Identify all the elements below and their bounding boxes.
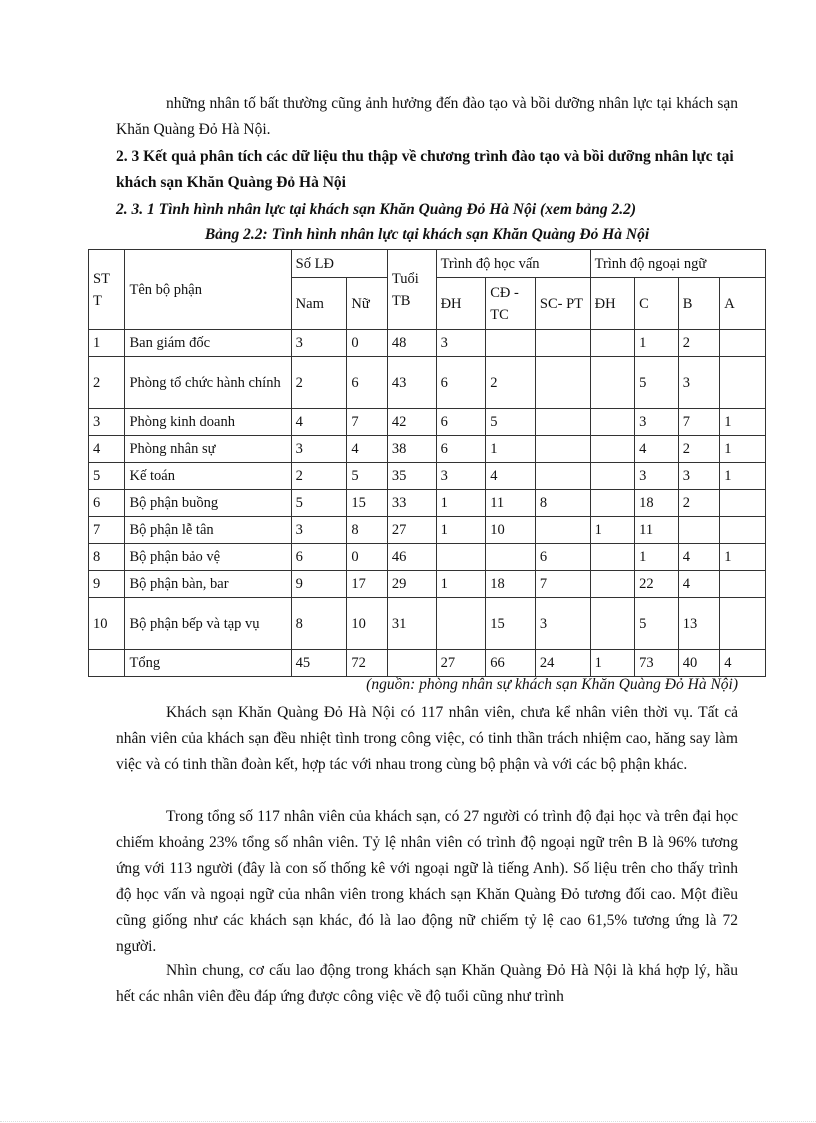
table-cell: 9 <box>89 571 125 598</box>
header-lang-c: C <box>635 278 679 330</box>
table-row <box>89 544 766 571</box>
table-cell: 73 <box>635 650 679 677</box>
table-row <box>89 490 766 517</box>
table-cell: 1 <box>89 330 125 357</box>
table-cell: Ban giám đốc <box>125 330 291 357</box>
table-cell: Bộ phận bảo vệ <box>125 544 291 571</box>
table-cell: 48 <box>387 330 436 357</box>
header-language: Trình độ ngoại ngữ <box>590 250 765 278</box>
table-cell: 8 <box>89 544 125 571</box>
table-cell: 1 <box>720 544 766 571</box>
table-cell: 27 <box>387 517 436 544</box>
table-cell: 1 <box>720 409 766 436</box>
table-cell <box>436 598 486 650</box>
table-cell: 15 <box>347 490 388 517</box>
table-cell <box>590 330 635 357</box>
table-cell: 1 <box>590 517 635 544</box>
table-row <box>89 650 766 677</box>
section-heading: 2. 3 Kết quả phân tích các dữ liệu thu thập về chương trình đào tạo và bồi dưỡng nhân lực tại khách sạn Khăn Quàng Đỏ Hà Nội <box>116 148 734 191</box>
table-cell: 4 <box>486 463 536 490</box>
table-cell: 11 <box>635 517 679 544</box>
table-body <box>89 330 766 677</box>
table-cell: 1 <box>436 571 486 598</box>
header-secondary: SC- PT <box>535 278 590 330</box>
table-caption: Bảng 2.2: Tình hình nhân lực tại khách sạn Khăn Quàng Đỏ Hà Nội <box>204 226 650 243</box>
paragraph-1: Khách sạn Khăn Quàng Đỏ Hà Nội có 117 nhân viên, chưa kể nhân viên thời vụ. Tất cả nhân viên của khách sạn đều nhiệt tình trong công việc, có tinh thần trách nhiệm cao, hăng say làm việc và có tinh thần đoàn kết, hợp tác với nhau trong cùng bộ phận và với các bộ phận khác. <box>116 704 738 773</box>
table-cell: 10 <box>347 598 388 650</box>
subsection-heading: 2. 3. 1 Tình hình nhân lực tại khách sạn Khăn Quàng Đỏ Hà Nội (xem bảng 2.2) <box>116 201 637 218</box>
table-cell: 1 <box>720 436 766 463</box>
table-cell: 6 <box>535 544 590 571</box>
table-cell <box>535 463 590 490</box>
table-cell <box>535 436 590 463</box>
header-stt: ST T <box>89 250 125 330</box>
table-cell <box>486 544 536 571</box>
table-cell: Phòng tổ chức hành chính <box>125 357 291 409</box>
table-cell: 7 <box>347 409 388 436</box>
table-cell: 2 <box>89 357 125 409</box>
table-row <box>89 571 766 598</box>
header-average-age: Tuổi TB <box>387 250 436 330</box>
table-cell <box>590 409 635 436</box>
table-cell: 33 <box>387 490 436 517</box>
table-cell <box>720 490 766 517</box>
table-cell: Tổng <box>125 650 291 677</box>
table-cell: 5 <box>347 463 388 490</box>
header-lang-a: A <box>720 278 766 330</box>
table-cell <box>590 436 635 463</box>
table-cell: 66 <box>486 650 536 677</box>
table-cell: 1 <box>436 517 486 544</box>
table-cell: 4 <box>678 571 720 598</box>
header-university: ĐH <box>436 278 486 330</box>
table-cell: 4 <box>678 544 720 571</box>
table-cell: 4 <box>291 409 347 436</box>
table-cell: 6 <box>347 357 388 409</box>
table-cell: 3 <box>436 463 486 490</box>
table-cell: 5 <box>635 357 679 409</box>
table-cell: 6 <box>89 490 125 517</box>
table-cell: 3 <box>436 330 486 357</box>
table-cell: 4 <box>720 650 766 677</box>
table-row <box>89 517 766 544</box>
table-cell: 42 <box>387 409 436 436</box>
header-lang-b: B <box>678 278 720 330</box>
table-cell: Kế toán <box>125 463 291 490</box>
table-cell: 7 <box>89 517 125 544</box>
table-cell: 17 <box>347 571 388 598</box>
table-cell: 3 <box>678 357 720 409</box>
table-cell: 0 <box>347 544 388 571</box>
table-cell <box>486 330 536 357</box>
table-cell <box>590 571 635 598</box>
table-cell: Bộ phận buồng <box>125 490 291 517</box>
table-cell: 9 <box>291 571 347 598</box>
header-female: Nữ <box>347 278 388 330</box>
table-cell: 29 <box>387 571 436 598</box>
table-cell: 5 <box>635 598 679 650</box>
table-cell: 8 <box>347 517 388 544</box>
source-note: (nguồn: phòng nhân sự khách sạn Khăn Quàng Đỏ Hà Nội) <box>366 676 738 693</box>
table-cell: 2 <box>291 357 347 409</box>
table-cell: 35 <box>387 463 436 490</box>
intro-paragraph: những nhân tố bất thường cũng ảnh hưởng đến đào tạo và bồi dưỡng nhân lực tại khách sạn Khăn Quàng Đỏ Hà Nội. <box>116 95 738 138</box>
table-cell: 2 <box>291 463 347 490</box>
table-cell: Phòng nhân sự <box>125 436 291 463</box>
header-staff-count: Số LĐ <box>291 250 387 278</box>
table-cell <box>590 490 635 517</box>
table-cell: Bộ phận bàn, bar <box>125 571 291 598</box>
table-cell: 46 <box>387 544 436 571</box>
table-cell <box>436 544 486 571</box>
table-cell: Bộ phận bếp và tạp vụ <box>125 598 291 650</box>
table-cell <box>590 463 635 490</box>
table-cell: 2 <box>678 490 720 517</box>
table-cell <box>720 517 766 544</box>
table-cell: 10 <box>486 517 536 544</box>
table-cell: 18 <box>486 571 536 598</box>
table-cell: 22 <box>635 571 679 598</box>
table-cell: 7 <box>535 571 590 598</box>
header-lang-university: ĐH <box>590 278 635 330</box>
table-cell: 6 <box>291 544 347 571</box>
table-cell <box>535 330 590 357</box>
table-cell: 1 <box>720 463 766 490</box>
table-cell: 2 <box>486 357 536 409</box>
table-cell: 15 <box>486 598 536 650</box>
table-cell: 5 <box>89 463 125 490</box>
table-cell: 3 <box>291 436 347 463</box>
table-cell: 24 <box>535 650 590 677</box>
table-cell <box>590 544 635 571</box>
header-male: Nam <box>291 278 347 330</box>
table-cell: 45 <box>291 650 347 677</box>
paragraph-2: Trong tổng số 117 nhân viên của khách sạn, có 27 người có trình độ đại học và trên đại học chiếm khoảng 23% tổng số nhân viên. Tỷ lệ nhân viên có trình độ ngoại ngữ trên B là 96% tương ứng với 113 người (đây là con số thống kê với ngoại ngữ là tiếng Anh). Số liệu trên cho thấy trình độ học vấn và ngoại ngữ của nhân viên trong khách sạn Khăn Quàng Đỏ tương đối cao. Một điều cũng giống như các khách sạn khác, đó là lao động nữ chiếm tỷ lệ cao 61,5% tương ứng là 72 người. <box>116 808 738 955</box>
table-cell: 4 <box>347 436 388 463</box>
table-cell: 6 <box>436 357 486 409</box>
table-cell: 3 <box>291 330 347 357</box>
header-department: Tên bộ phận <box>125 250 291 330</box>
table-row <box>89 598 766 650</box>
header-education: Trình độ học vấn <box>436 250 590 278</box>
table-cell: 6 <box>436 436 486 463</box>
table-cell: 27 <box>436 650 486 677</box>
table-cell <box>720 330 766 357</box>
table-cell: 3 <box>535 598 590 650</box>
table-cell: 38 <box>387 436 436 463</box>
table-cell: 13 <box>678 598 720 650</box>
table-cell: 1 <box>635 544 679 571</box>
table-cell: 3 <box>89 409 125 436</box>
table-cell: 1 <box>590 650 635 677</box>
table-cell: 11 <box>486 490 536 517</box>
table-cell: 4 <box>635 436 679 463</box>
table-cell: 1 <box>486 436 536 463</box>
table-cell: 18 <box>635 490 679 517</box>
staff-table <box>88 249 766 677</box>
table-cell <box>535 517 590 544</box>
table-cell: 2 <box>678 330 720 357</box>
table-cell: 3 <box>291 517 347 544</box>
table-cell: 43 <box>387 357 436 409</box>
table-row <box>89 436 766 463</box>
table-cell <box>720 598 766 650</box>
table-cell <box>535 409 590 436</box>
table-cell: 2 <box>678 436 720 463</box>
table-cell <box>535 357 590 409</box>
table-row <box>89 330 766 357</box>
table-cell <box>720 571 766 598</box>
paragraph-3: Nhìn chung, cơ cấu lao động trong khách sạn Khăn Quàng Đỏ Hà Nội là khá hợp lý, hầu hết các nhân viên đều đáp ứng được công việc về độ tuổi cũng như trình <box>116 962 738 1005</box>
table-cell <box>590 598 635 650</box>
table-cell <box>720 357 766 409</box>
table-cell: 0 <box>347 330 388 357</box>
table-cell: 40 <box>678 650 720 677</box>
table-row <box>89 357 766 409</box>
table-cell: 5 <box>291 490 347 517</box>
table-cell: Phòng kinh doanh <box>125 409 291 436</box>
table-row <box>89 409 766 436</box>
table-cell: 6 <box>436 409 486 436</box>
table-cell <box>387 650 436 677</box>
table-cell <box>89 650 125 677</box>
table-cell: 3 <box>635 463 679 490</box>
table-cell: 1 <box>635 330 679 357</box>
table-cell: 8 <box>291 598 347 650</box>
table-cell: 1 <box>436 490 486 517</box>
table-cell: 5 <box>486 409 536 436</box>
table-cell: 8 <box>535 490 590 517</box>
table-cell: Bộ phận lễ tân <box>125 517 291 544</box>
header-college: CĐ - TC <box>486 278 536 330</box>
table-cell <box>678 517 720 544</box>
table-cell: 31 <box>387 598 436 650</box>
table-row <box>89 463 766 490</box>
table-cell <box>590 357 635 409</box>
table-cell: 72 <box>347 650 388 677</box>
table-cell: 10 <box>89 598 125 650</box>
table-cell: 3 <box>635 409 679 436</box>
table-cell: 4 <box>89 436 125 463</box>
table-cell: 7 <box>678 409 720 436</box>
table-cell: 3 <box>678 463 720 490</box>
